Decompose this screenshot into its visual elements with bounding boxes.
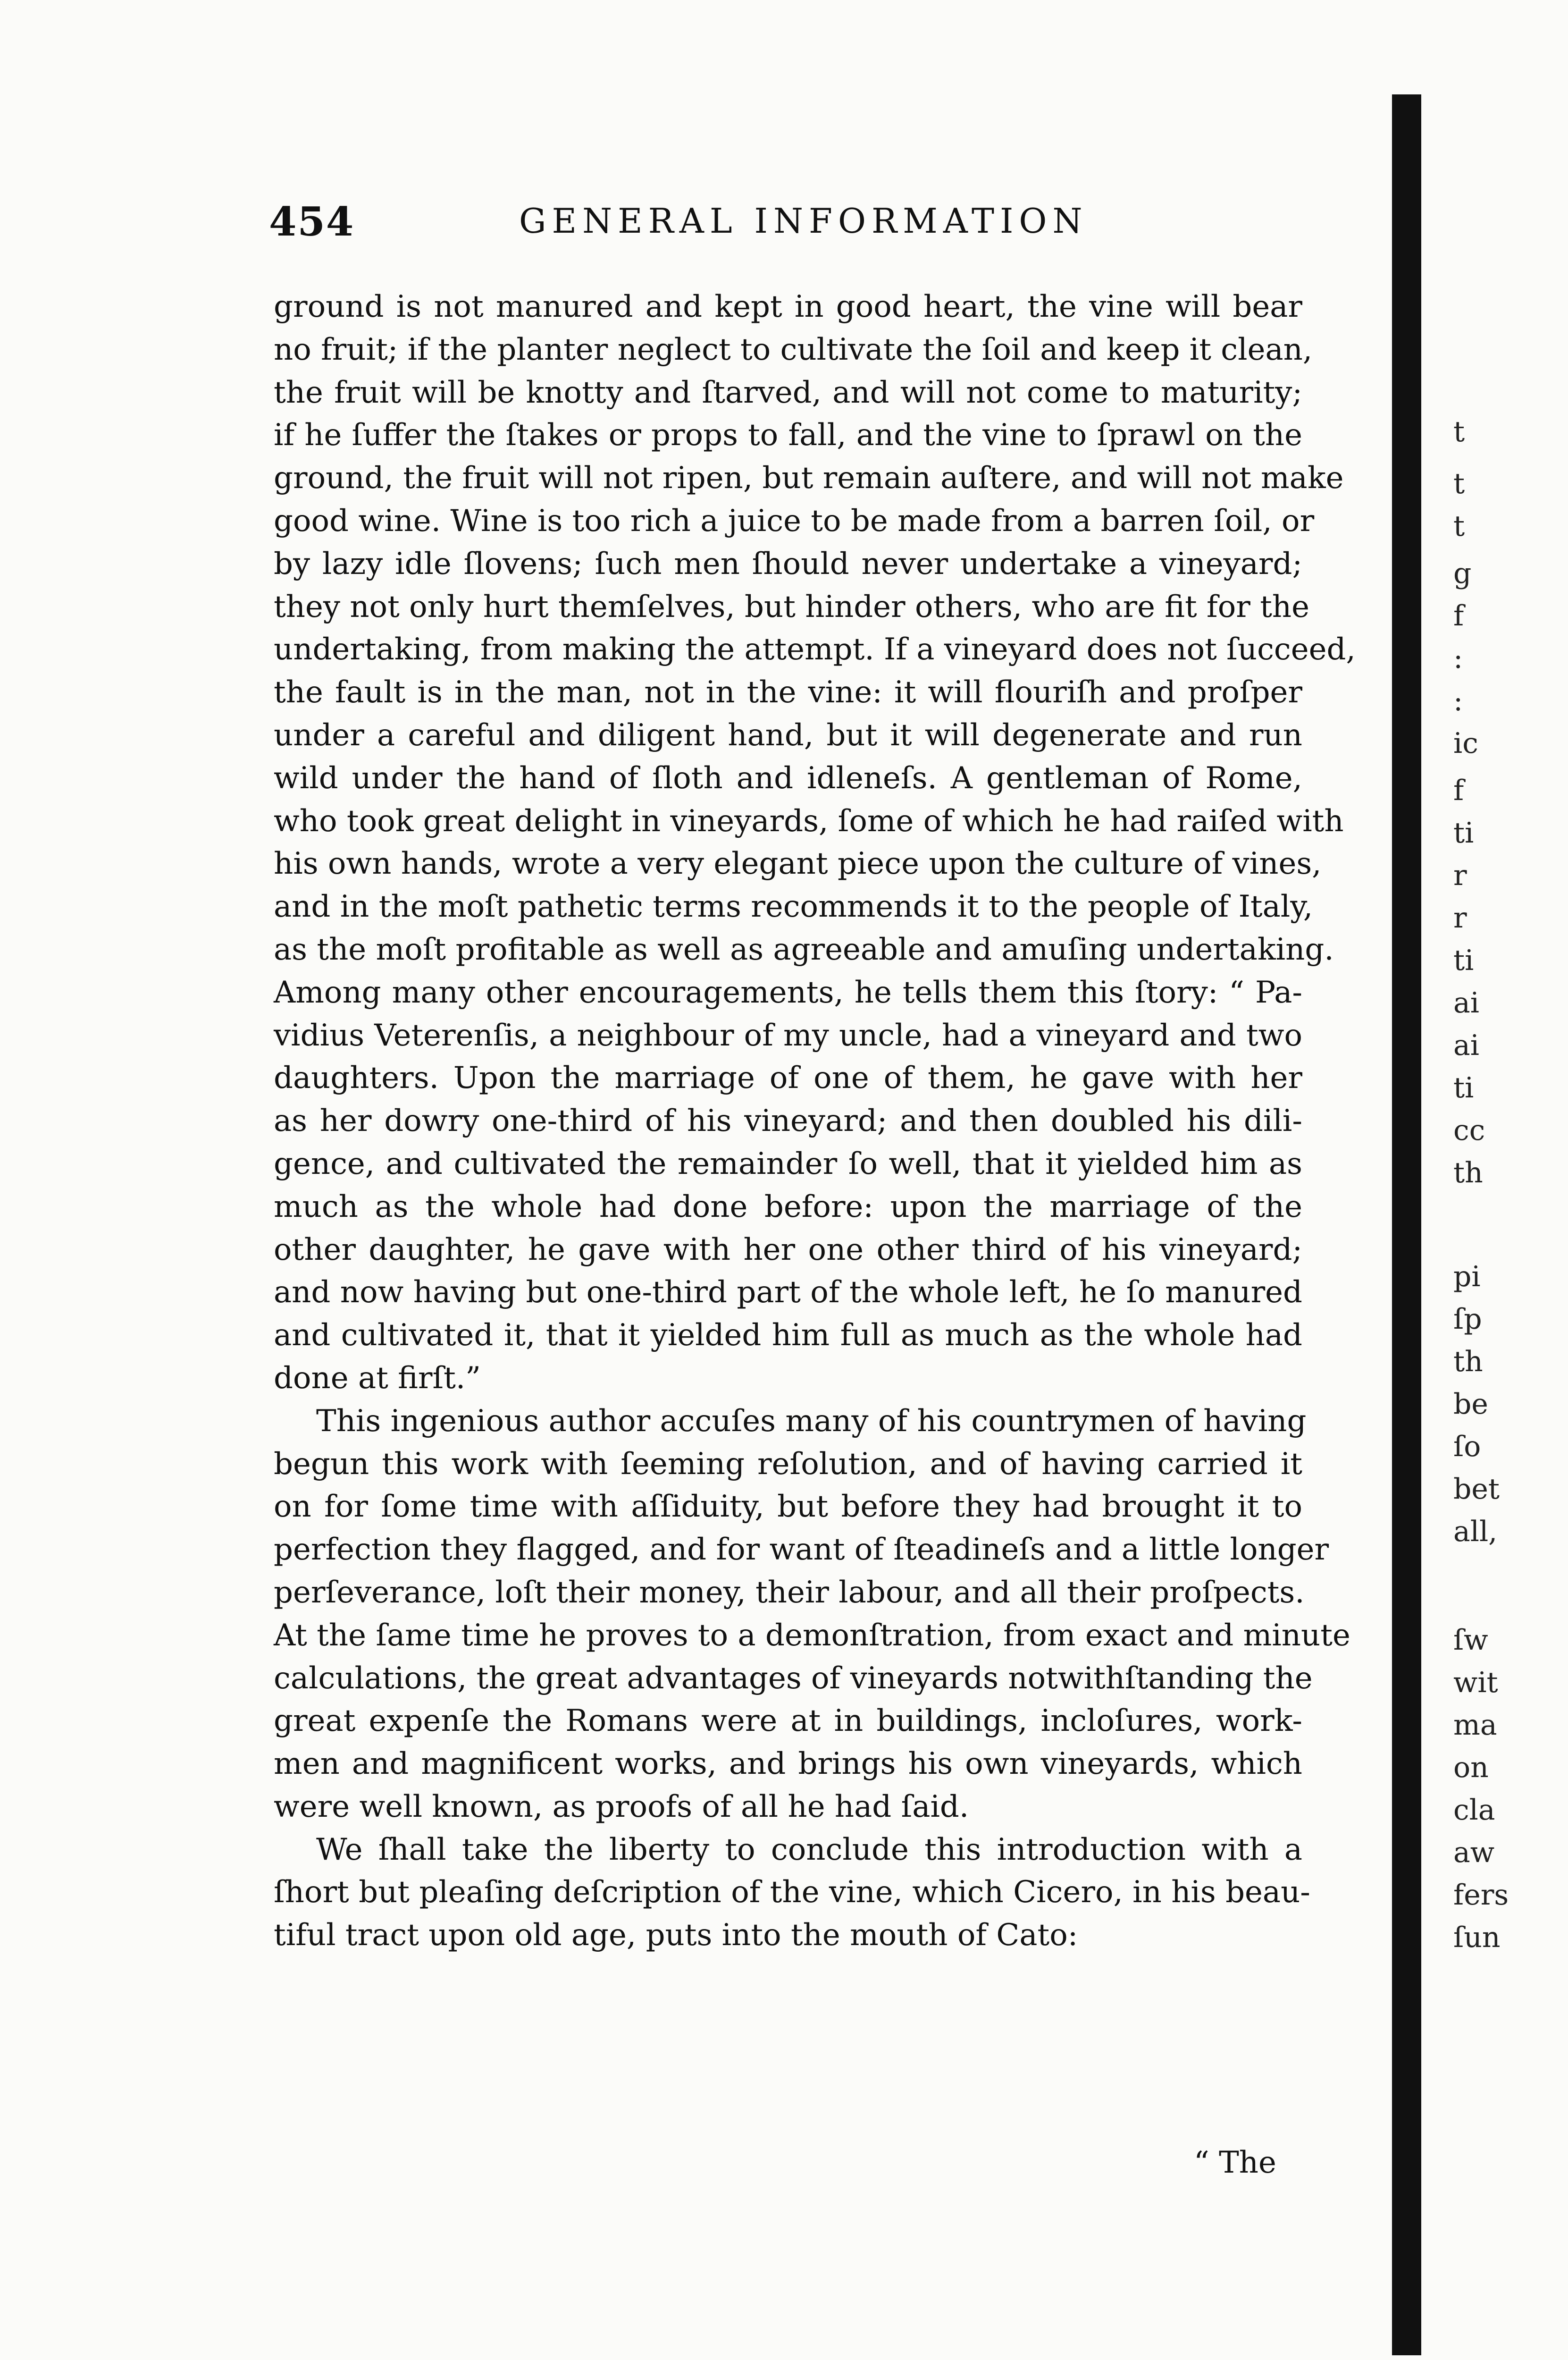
text-line: by lazy idle ſlovens; ſuch men ſhould never undertake a vineyard; [274, 546, 1302, 582]
text-line: and cultivated it, that it yielded him full as much as the whole had [274, 1318, 1302, 1353]
text-line: begun this work with ſeeming reſolution, and of having carried it [274, 1446, 1302, 1482]
text-line: as the moſt profitable as well as agreeable and amuſing undertaking. [274, 932, 1334, 967]
facing-page-fragment: on [1453, 1751, 1489, 1784]
facing-page-fragment: ſun [1453, 1921, 1501, 1954]
facing-page-fragment: cc [1453, 1114, 1485, 1147]
text-line: tiful tract upon old age, puts into the mouth of Cato: [274, 1918, 1078, 1953]
text-line: on for ſome time with aſſiduity, but before they had brought it to [274, 1489, 1302, 1525]
facing-page-fragment: ai [1453, 986, 1479, 1020]
facing-page-fragment: aw [1453, 1836, 1495, 1869]
text-line: ſhort but pleaſing deſcription of the vine, which Cicero, in his beau- [274, 1875, 1310, 1910]
facing-page-fragment: f [1453, 599, 1464, 632]
facing-page-fragment: th [1453, 1156, 1483, 1189]
text-line: no fruit; if the planter neglect to cultivate the ſoil and keep it clean, [274, 332, 1313, 367]
text-line: daughters. Upon the marriage of one of them, he gave with her [274, 1061, 1302, 1096]
text-line: under a careful and diligent hand, but it will degenerate and run [274, 717, 1302, 753]
gutter-shadow [1392, 94, 1421, 2355]
text-line: other daughter, he gave with her one other third of his vineyard; [274, 1232, 1302, 1267]
facing-page-fragment: bet [1453, 1473, 1500, 1506]
text-line: good wine. Wine is too rich a juice to be made from a barren ſoil, or [274, 503, 1315, 539]
text-line: much as the whole had done before: upon the marriage of the [274, 1189, 1302, 1224]
text-line: undertaking, from making the attempt. If a vineyard does not ſucceed, [274, 632, 1356, 667]
text-line: who took great delight in vineyards, ſome of which he had raiſed with [274, 803, 1344, 839]
facing-page-fragment: ſw [1453, 1624, 1488, 1657]
facing-page-fragment: ic [1453, 727, 1478, 760]
facing-page-fragment: ti [1453, 817, 1474, 850]
text-line: done at firſt.” [274, 1360, 481, 1396]
text-line: This ingenious author accuſes many of his countrymen of having [316, 1403, 1307, 1439]
text-line: his own hands, wrote a very elegant piece upon the culture of vines, [274, 846, 1322, 882]
text-line: were well known, as proofs of all he had ſaid. [274, 1789, 969, 1824]
body-text [274, 286, 1356, 1957]
text-line: calculations, the great advantages of vineyards notwithſtanding the [274, 1660, 1313, 1696]
text-line: gence, and cultivated the remainder ſo well, that it yielded him as [274, 1146, 1302, 1181]
facing-page-fragment: t [1453, 467, 1465, 500]
facing-page-fragment: fers [1453, 1879, 1509, 1912]
text-line: the fault is in the man, not in the vine: it will flouriſh and proſper [274, 675, 1302, 710]
facing-page-fragment: all, [1453, 1515, 1498, 1548]
page-number: 454 [269, 198, 355, 245]
facing-page-fragment: th [1453, 1345, 1483, 1378]
facing-page-fragment: : [1453, 684, 1463, 717]
text-line: vidius Veterenſis, a neighbour of my uncle, had a vineyard and two [274, 1018, 1302, 1053]
text-line: Among many other encouragements, he tells them this ſtory: “ Pa- [274, 975, 1302, 1010]
text-line: ground, the fruit will not ripen, but remain auſtere, and will not make [274, 461, 1344, 496]
text-line: At the ſame time he proves to a demonſtration, from exact and minute [274, 1618, 1350, 1653]
text-line: men and magnificent works, and brings his own vineyards, which [274, 1746, 1302, 1782]
text-line: they not only hurt themſelves, but hinder others, who are fit for the [274, 589, 1309, 624]
text-line: the fruit will be knotty and ſtarved, and will not come to maturity; [274, 375, 1302, 410]
text-line: and in the moſt pathetic terms recommends it to the people of Italy, [274, 889, 1313, 925]
page-header [269, 198, 1307, 250]
facing-page-fragment: ai [1453, 1029, 1479, 1062]
facing-page-fragment: r [1453, 859, 1467, 892]
text-line: as her dowry one-third of his vineyard; and then doubled his dili- [274, 1104, 1302, 1139]
text-line: if he ſuffer the ſtakes or props to fall, and the vine to ſprawl on the [274, 418, 1302, 453]
text-line: perfection they flagged, and for want of ſteadineſs and a little longer [274, 1532, 1329, 1568]
facing-page-fragment: g [1453, 557, 1472, 590]
facing-page-fragment: ſo [1453, 1430, 1481, 1463]
facing-page-fragment: f [1453, 774, 1464, 807]
facing-page-fragment: t [1453, 415, 1465, 448]
text-line: We ſhall take the liberty to conclude this introduction with a [316, 1832, 1302, 1867]
facing-page-fragment: be [1453, 1388, 1488, 1421]
facing-page-fragment: wit [1453, 1666, 1498, 1699]
facing-page-fragment: : [1453, 642, 1463, 675]
facing-page-fragment: pi [1453, 1260, 1481, 1293]
facing-page-fragment: ti [1453, 944, 1474, 977]
facing-page-fragment: ma [1453, 1709, 1497, 1742]
facing-page-fragment: r [1453, 902, 1467, 935]
facing-page-fragment: cla [1453, 1794, 1495, 1827]
text-line: wild under the hand of ſloth and idleneſs. A gentleman of Rome, [274, 760, 1302, 796]
text-line: perſeverance, loſt their money, their labour, and all their proſpects. [274, 1575, 1305, 1610]
text-line: ground is not manured and kept in good heart, the vine will bear [274, 289, 1302, 324]
text-line: and now having but one-third part of the whole left, he ſo manured [274, 1275, 1302, 1310]
text-line: great expenſe the Romans were at in buildings, incloſures, work- [274, 1703, 1302, 1739]
facing-page-fragment: ti [1453, 1071, 1474, 1104]
running-head: GENERAL INFORMATION [519, 201, 1088, 241]
facing-page-fragment: t [1453, 510, 1465, 543]
catchword: “ The [1194, 2145, 1276, 2180]
facing-page-fragment: ſp [1453, 1303, 1482, 1336]
